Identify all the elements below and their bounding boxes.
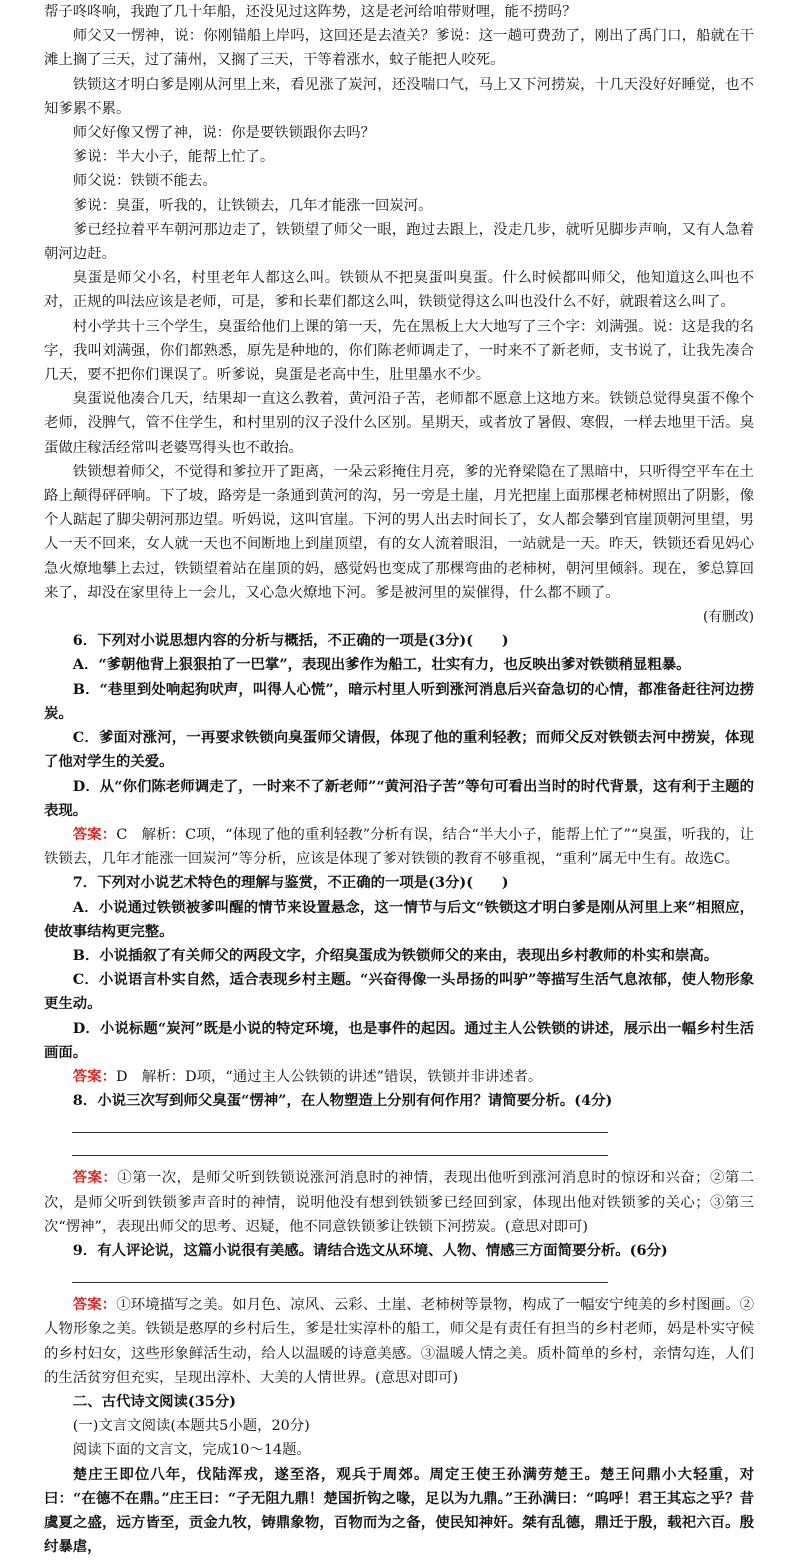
question-7-stem: 7．下列对小说艺术特色的理解与鉴赏，不正确的一项是(3分)( ) <box>72 874 509 892</box>
story-paragraph-8: 爹已经拉着平车朝河那边走了，铁锁望了师父一眼，跑过去跟上，没走几步，就听见脚步声响，又有人急着朝河边赶。 <box>44 221 754 263</box>
answer-text: ①第一次，是师父听到铁锁说涨河消息时的神情，表现出他听到涨河消息时的惊讶和兴奋；②第二次，是师父听到铁锁爹声音时的神情，说明他没有想到铁锁爹已经回到家，体现出他对铁锁爹的关心；③第三次“愣神”，表现出师父的思考、迟疑，他不同意铁锁爹让铁锁下河捞炭。(意思对即可) <box>44 1170 754 1235</box>
section-heading: 二、古代诗文阅读(35分) <box>72 1392 236 1410</box>
story-paragraph-6: 师父说：铁锁不能去。 <box>72 173 217 190</box>
section-instruction: 阅读下面的文言文，完成10～14题。 <box>72 1442 311 1459</box>
story-paragraph-11: 臭蛋说他凑合几天，结果却一直这么教着，黄河沿子苦，老师都不愿意上这地方来。铁锁总觉得臭蛋不像个老师，没脾气，管不住学生，和村里别的汉子没什么区别。星期天，或者放了暑假、寒假，一样去地里干活。臭蛋做庄稼活经常叫老婆骂得头也不敢抬。 <box>44 391 754 456</box>
question-8 <box>44 1089 754 1239</box>
story-text <box>44 0 754 629</box>
answer-text: D 解析：D项，“通过主人公铁锁的讲述”错误，铁锁并非讲述者。 <box>115 1068 543 1085</box>
question-6-stem: 6．下列对小说思想内容的分析与概括，不正确的一项是(3分)( ) <box>72 632 509 650</box>
question-6-answer <box>44 823 754 871</box>
question-9 <box>44 1239 754 1390</box>
answer-label: 答案： <box>72 1296 117 1314</box>
source-note: (有删改) <box>702 609 754 626</box>
story-paragraph-5: 爹说：半大小子，能帮上忙了。 <box>72 149 275 166</box>
question-7-option-d: D．小说标题“炭河”既是小说的特定环境，也是事件的起因。通过主人公铁锁的讲述，展示出一幅乡村生活画面。 <box>44 1019 754 1061</box>
answer-label: 答案： <box>72 1067 116 1085</box>
document-page <box>44 0 754 1559</box>
answer-line[interactable] <box>72 1132 608 1133</box>
answer-label: 答案： <box>72 825 117 843</box>
question-6-option-a: A．“爹朝他背上狠狠拍了一巴掌”，表现出爹作为船工，壮实有力，也反映出爹对铁锁稍显粗暴。 <box>72 656 691 674</box>
story-paragraph-3: 铁锁这才明白爹是刚从河里上来，看见涨了炭河，还没喘口气，马上又下河捞炭，十几天没好好睡觉，也不知爹累不累。 <box>44 76 754 117</box>
question-6 <box>44 629 754 871</box>
question-7-answer <box>44 1065 754 1089</box>
question-6-option-b: B．“巷里到处响起狗吠声，叫得人心慌”，暗示村里人听到涨河消息后兴奋急切的心情，都准备赶往河边捞炭。 <box>44 680 754 722</box>
answer-label: 答案： <box>72 1169 118 1187</box>
story-paragraph-1: 帮子咚咚响，我跑了几十年船，还没见过这阵势，这是老河给咱带财哩，能不捞吗？ <box>44 4 577 20</box>
question-9-stem: 9．有人评论说，这篇小说很有美感。请结合选文从环境、人物、情感三方面简要分析。(6分) <box>72 1241 668 1259</box>
story-paragraph-7: 爹说：臭蛋，听我的，让铁锁去，几年才能涨一回炭河。 <box>72 197 433 214</box>
story-paragraph-12: 铁锁想着师父，不觉得和爹拉开了距离，一朵云彩掩住月亮，爹的光脊梁隐在了黑暗中，只听得空平车在土路上颠得砰砰响。下了坡，路旁是一条通到黄河的沟，另一旁是土崖，月光把崖上面那棵老柿树照出了阴影，像个人踮起了脚尖朝河那边望。听妈说，这叫官崖。下河的男人出去时间长了，女人都会攀到官崖顶朝河里望，男人一天不回来，女人就一天也不间断地上到崖顶望，有的女人流着眼泪，一站就是一天。昨天，铁锁还看见妈心急火燎地攀上去过，铁锁望着站在崖顶的妈，感觉妈也变成了那棵弯曲的老柿树，朝河里倾斜。现在，爹总算回来了，却没在家里待上一会儿，又心急火燎地下河。爹是被河里的炭催得，什么都不顾了。 <box>44 463 754 601</box>
classical-text: 楚庄王即位八年，伐陆浑戎，遂至洛，观兵于周郊。周定王使王孙满劳楚王。楚王问鼎小大轻重，对曰：“在德不在鼎。”庄王曰：“子无阻九鼎！楚国折钩之喙，足以为九鼎。”王孙满曰：“呜呼！君王其忘之乎？昔虞夏之盛，远方皆至，贡金九牧，铸鼎象物，百物而为之备，使民知神奸。桀有乱德，鼎迁于殷，载祀六百。殷纣暴虐， <box>44 1465 754 1556</box>
story-paragraph-9: 臭蛋是师父小名，村里老年人都这么叫。铁锁从不把臭蛋叫臭蛋。什么时候都叫师父，他知道这么叫也不对，正规的叫法应该是老师，可是，爹和长辈们都这么叫，铁锁觉得这么叫也没什么不好，就跟着这么叫了。 <box>44 270 754 311</box>
section-subheading: (一)文言文阅读(本题共5小题，20分) <box>72 1418 310 1435</box>
story-paragraph-10: 村小学共十三个学生，臭蛋给他们上课的第一天，先在黑板上大大地写了三个字：刘满强。说：这是我的名字，我叫刘满强，你们都熟悉，原先是种地的，你们陈老师调走了，一时来不了新老师，支书说了，让我先凑合几天，要不把你们课误了。听爹说，臭蛋是老高中生，肚里墨水不少。 <box>44 318 754 384</box>
answer-lines <box>44 1113 754 1166</box>
section-classical <box>44 1390 754 1559</box>
answer-text: ①环境描写之美。如月色、凉风、云彩、土崖、老柿树等景物，构成了一幅安宁纯美的乡村图画。②人物形象之美。铁锁是憨厚的乡村后生，爹是壮实淳朴的船工，师父是有责任有担当的乡村老师，妈是朴实守候的乡村妇女，这些形象鲜活生动，给人以温暖的诗意美感。③温暖人情之美。质朴简单的乡村，亲情勾连，人们的生活贫穷但充实，呈现出淳朴、大美的人情世界。(意思对即可) <box>44 1297 754 1386</box>
question-7-option-c: C．小说语言朴实自然，适合表现乡村主题。“兴奋得像一头昂扬的叫驴”等描写生活气息浓郁，使人物形象更生动。 <box>44 971 754 1013</box>
question-8-stem: 8．小说三次写到师父臭蛋“愣神”，在人物塑造上分别有何作用？请简要分析。(4分) <box>72 1092 613 1110</box>
answer-line[interactable] <box>72 1155 608 1156</box>
story-paragraph-4: 师父好像又愣了神，说：你是要铁锁跟你去吗？ <box>72 125 376 142</box>
question-7 <box>44 871 754 1089</box>
question-6-option-d: D．从“你们陈老师调走了，一时来不了新老师”“黄河沿子苦”等句可看出当时的时代背景，这有利于主题的表现。 <box>44 777 754 819</box>
question-8-answer <box>44 1166 754 1239</box>
question-9-answer <box>44 1293 754 1390</box>
answer-text: C 解析：C项，“体现了他的重利轻教”分析有误，结合“半大小子，能帮上忙了”“臭蛋，听我的，让铁锁去，几年才能涨一回炭河”等分析，应该是体现了爹对铁锁的教育不够重视，“重利”属无中生有。故选C。 <box>44 826 754 868</box>
question-6-option-c: C．爹面对涨河，一再要求铁锁向臭蛋师父请假，体现了他的重利轻教；而师父反对铁锁去河中捞炭，体现了他对学生的关爱。 <box>44 729 754 771</box>
answer-line[interactable] <box>72 1282 608 1283</box>
question-7-option-b: B．小说插叙了有关师父的两段文字，介绍臭蛋成为铁锁师父的来由，表现出乡村教师的朴实和崇高。 <box>72 946 719 964</box>
question-7-option-a: A．小说通过铁锁被爹叫醒的情节来设置悬念，这一情节与后文“铁锁这才明白爹是刚从河里上来”相照应，使故事结构更完整。 <box>44 898 754 940</box>
answer-lines <box>44 1263 754 1293</box>
story-paragraph-2: 师父又一愣神，说：你刚锚船上岸吗，这回还是去渣关？爹说：这一趟可费劲了，刚出了禹门口，船就在干滩上搁了三天，过了蒲州，又搁了三天，干等着涨水，蚊子能把人咬死。 <box>44 28 754 69</box>
